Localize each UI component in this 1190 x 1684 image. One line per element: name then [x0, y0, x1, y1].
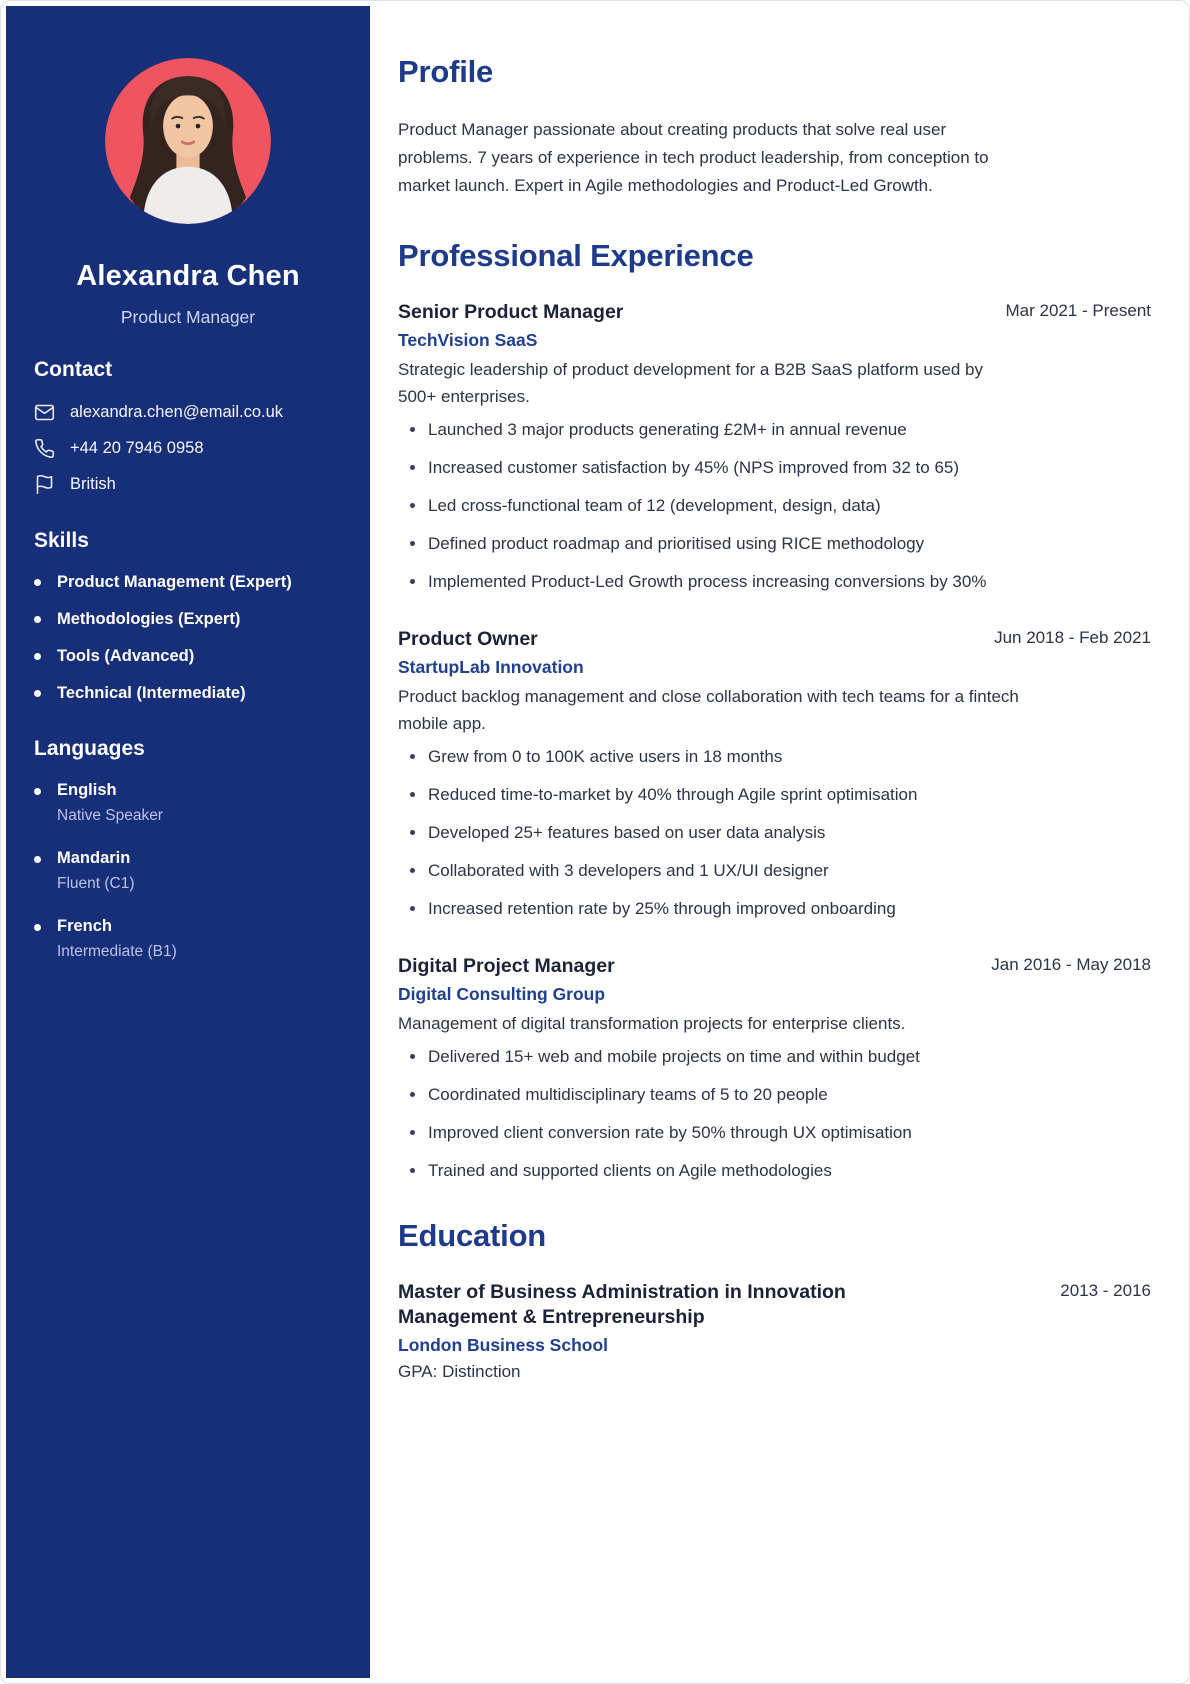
- contact-phone-row: [34, 438, 342, 459]
- bullet-text: Collaborated with 3 developers and 1 UX/UI designer: [428, 861, 829, 880]
- bullet-text: Technical (Intermediate): [57, 684, 246, 702]
- education-school: London Business School: [398, 1335, 609, 1355]
- job-description: Product backlog management and close collaboration with tech teams for a fintech mobile app.: [398, 687, 1019, 733]
- language-item: [34, 849, 342, 893]
- bullet-dot: [410, 906, 415, 911]
- bullet-text: Trained and supported clients on Agile methodologies: [428, 1161, 832, 1180]
- education-heading: Education: [398, 1218, 547, 1253]
- sidebar: [6, 6, 370, 1678]
- skill-item: [34, 610, 342, 629]
- bullet-dot: [410, 830, 415, 835]
- contact-email-text: alexandra.chen@email.co.uk: [70, 403, 284, 421]
- job-header: [398, 627, 1151, 652]
- achievement-item: [410, 1120, 1022, 1146]
- achievement-item: [410, 782, 1022, 808]
- job-header: [398, 954, 1151, 979]
- skill-item: [34, 684, 342, 703]
- bullet-dot: [410, 792, 415, 797]
- language-name: English: [57, 781, 117, 799]
- bullet-dot: [410, 579, 415, 584]
- bullet-text: Delivered 15+ web and mobile projects on time and within budget: [428, 1047, 920, 1066]
- languages-list: [34, 781, 342, 961]
- flag-icon: [34, 474, 55, 495]
- bullet-dot: [34, 616, 41, 623]
- bullet-dot: [410, 754, 415, 759]
- candidate-job-title: Product Manager: [120, 307, 256, 327]
- bullet-text: Launched 3 major products generating £2M+ in annual revenue: [428, 420, 907, 439]
- profile-heading: Profile: [398, 54, 494, 89]
- achievement-item: [410, 858, 1022, 884]
- bullet-dot: [34, 788, 41, 795]
- job-description: Management of digital transformation projects for enterprise clients.: [398, 1014, 906, 1033]
- candidate-name: Alexandra Chen: [76, 260, 300, 292]
- language-body: [57, 917, 177, 961]
- job-entry: [398, 954, 1151, 1184]
- job-company: Digital Consulting Group: [398, 984, 606, 1004]
- achievement-item: [410, 744, 1022, 770]
- language-level: Fluent (C1): [57, 875, 135, 892]
- contact-email-row: [34, 402, 342, 423]
- language-name: Mandarin: [57, 849, 131, 867]
- achievement-item: [410, 820, 1022, 846]
- job-bullets: [398, 417, 1022, 595]
- achievement-item: [410, 896, 1022, 922]
- bullet-dot: [410, 1168, 415, 1173]
- bullet-dot: [410, 868, 415, 873]
- bullet-dot: [410, 1054, 415, 1059]
- skills-heading: Skills: [34, 529, 89, 552]
- job-company: StartupLab Innovation: [398, 657, 584, 677]
- job-description: Strategic leadership of product development for a B2B SaaS platform used by 500+ enterprises.: [398, 360, 983, 406]
- bullet-text: Methodologies (Expert): [57, 610, 241, 628]
- bullet-dot: [34, 579, 41, 586]
- education-dates: 2013 - 2016: [1060, 1281, 1151, 1300]
- job-dates: Jun 2018 - Feb 2021: [994, 628, 1151, 647]
- job-entry: [398, 300, 1151, 595]
- bullet-dot: [410, 1092, 415, 1097]
- bullet-text: Developed 25+ features based on user data analysis: [428, 823, 826, 842]
- skills-section: [34, 529, 342, 703]
- bullet-text: Product Management (Expert): [57, 573, 292, 591]
- bullet-text: Coordinated multidisciplinary teams of 5 to 20 people: [428, 1085, 828, 1104]
- job-title: Product Owner: [398, 628, 538, 650]
- bullet-text: Reduced time-to-market by 40% through Agile sprint optimisation: [428, 785, 918, 804]
- education-gpa: GPA: Distinction: [398, 1362, 521, 1381]
- envelope-icon: [34, 402, 55, 423]
- bullet-text: Implemented Product-Led Growth process increasing conversions by 30%: [428, 572, 987, 591]
- main-content: [370, 6, 1184, 1678]
- job-header: [398, 300, 1151, 325]
- experience-heading: Professional Experience: [398, 238, 754, 273]
- language-body: [57, 849, 135, 893]
- language-item: [34, 917, 342, 961]
- language-level: Native Speaker: [57, 807, 163, 824]
- achievement-item: [410, 417, 1022, 443]
- job-dates: Jan 2016 - May 2018: [991, 955, 1151, 974]
- job-bullets: [398, 744, 1022, 922]
- bullet-text: Grew from 0 to 100K active users in 18 months: [428, 747, 783, 766]
- bullet-text: Increased retention rate by 25% through improved onboarding: [428, 899, 896, 918]
- contact-nationality-text: British: [70, 475, 116, 493]
- profile-text: Product Manager passionate about creating products that solve real user problems. 7 years of experience in tech product leadership, from conception to market launch. Expert in Agile methodologies and Product-Led Growth.: [398, 120, 989, 195]
- contact-heading: Contact: [34, 358, 113, 381]
- contact-section: [34, 358, 342, 495]
- bullet-dot: [34, 856, 41, 863]
- bullet-dot: [410, 1130, 415, 1135]
- achievement-item: [410, 1158, 1022, 1184]
- skill-item: [34, 647, 342, 666]
- education-entry: [398, 1280, 1151, 1382]
- bullet-dot: [410, 503, 415, 508]
- language-item: [34, 781, 342, 825]
- job-entry: [398, 627, 1151, 922]
- contact-nationality-row: [34, 474, 342, 495]
- bullet-text: Defined product roadmap and prioritised using RICE methodology: [428, 534, 925, 553]
- skill-item: [34, 573, 342, 592]
- job-title: Senior Product Manager: [398, 301, 624, 323]
- profile-photo: [105, 58, 271, 224]
- phone-icon: [34, 438, 55, 459]
- bullet-dot: [34, 653, 41, 660]
- bullet-text: Tools (Advanced): [57, 647, 195, 665]
- achievement-item: [410, 1044, 1022, 1070]
- language-body: [57, 781, 163, 825]
- achievement-item: [410, 493, 1022, 519]
- achievement-item: [410, 569, 1022, 595]
- bullet-dot: [34, 690, 41, 697]
- bullet-text: Increased customer satisfaction by 45% (NPS improved from 32 to 65): [428, 458, 960, 477]
- bullet-dot: [410, 465, 415, 470]
- bullet-dot: [34, 924, 41, 931]
- languages-heading: Languages: [34, 737, 145, 760]
- bullet-text: Led cross-functional team of 12 (development, design, data): [428, 496, 881, 515]
- job-bullets: [398, 1044, 1022, 1184]
- language-name: French: [57, 917, 113, 935]
- contact-phone-text: +44 20 7946 0958: [70, 439, 204, 457]
- language-level: Intermediate (B1): [57, 943, 177, 960]
- bullet-dot: [410, 427, 415, 432]
- job-company: TechVision SaaS: [398, 330, 538, 350]
- degree-title: Master of Business Administration in Innovation Management & Entrepreneurship: [398, 1281, 846, 1328]
- achievement-item: [410, 1082, 1022, 1108]
- skills-list: [34, 573, 342, 703]
- languages-section: [34, 737, 342, 961]
- achievement-item: [410, 455, 1022, 481]
- job-title: Digital Project Manager: [398, 955, 615, 977]
- bullet-dot: [410, 541, 415, 546]
- education-header: [398, 1280, 1151, 1330]
- bullet-text: Improved client conversion rate by 50% through UX optimisation: [428, 1123, 912, 1142]
- job-dates: Mar 2021 - Present: [1005, 301, 1151, 320]
- achievement-item: [410, 531, 1022, 557]
- avatar-illustration: [105, 58, 271, 224]
